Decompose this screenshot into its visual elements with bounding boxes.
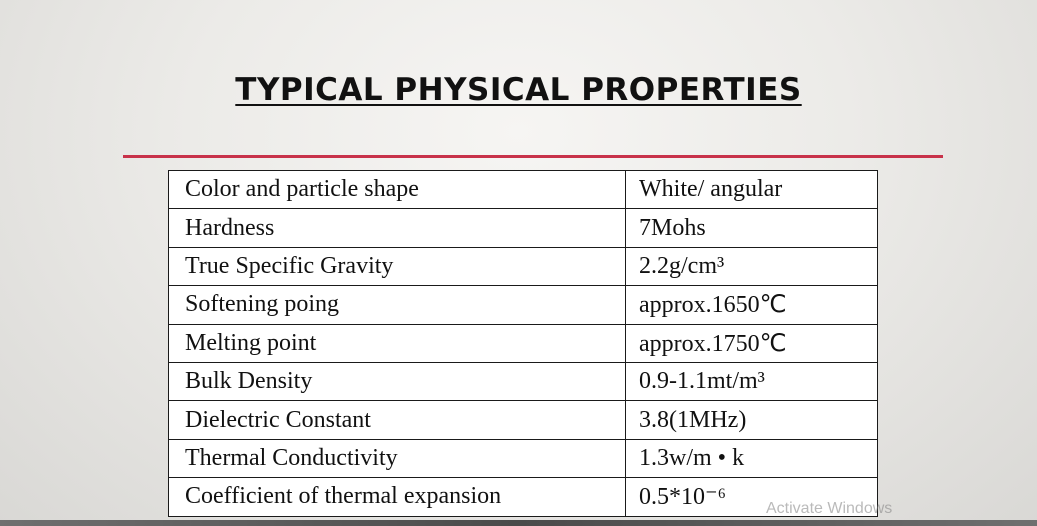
bottom-edge-bar: [0, 520, 1037, 526]
property-name: Thermal Conductivity: [169, 439, 626, 477]
property-value: 2.2g/cm³: [626, 247, 878, 285]
property-value: 7Mohs: [626, 209, 878, 247]
property-name: Coefficient of thermal expansion: [169, 478, 626, 516]
property-value: approx.1650℃: [626, 286, 878, 324]
property-name: Color and particle shape: [169, 171, 626, 209]
table-row: [169, 171, 878, 209]
slide-title: [0, 72, 1037, 108]
table-row: [169, 209, 878, 247]
property-value: approx.1750℃: [626, 324, 878, 362]
property-name: True Specific Gravity: [169, 247, 626, 285]
property-name: Melting point: [169, 324, 626, 362]
table-row: [169, 439, 878, 477]
title-divider: [123, 155, 943, 158]
property-value: 3.8(1MHz): [626, 401, 878, 439]
property-name: Bulk Density: [169, 362, 626, 400]
property-name: Dielectric Constant: [169, 401, 626, 439]
properties-table: [168, 170, 878, 517]
property-name: Softening poing: [169, 286, 626, 324]
activation-watermark: Activate Windows: [766, 500, 893, 517]
table-row: [169, 247, 878, 285]
table-row: [169, 324, 878, 362]
table-row: [169, 286, 878, 324]
table-row: [169, 362, 878, 400]
slide-title-text: TYPICAL PHYSICAL PROPERTIES: [235, 72, 802, 108]
table-row: [169, 401, 878, 439]
property-value: 0.9-1.1mt/m³: [626, 362, 878, 400]
property-value: 0.5*10⁻⁶: [626, 478, 878, 516]
property-name: Hardness: [169, 209, 626, 247]
property-value: White/ angular: [626, 171, 878, 209]
property-value: 1.3w/m • k: [626, 439, 878, 477]
